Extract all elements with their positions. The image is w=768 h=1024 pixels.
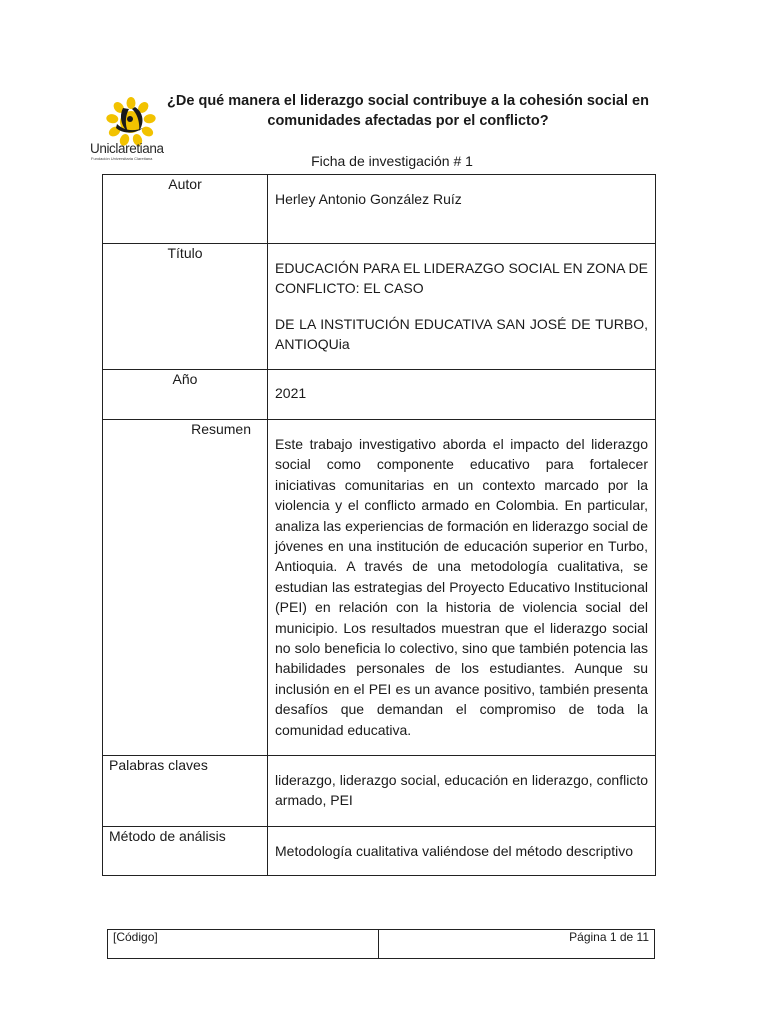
palabras-text: liderazgo, liderazgo social, educación en liderazgo, conflicto armado, PEI xyxy=(275,772,648,809)
value-titulo xyxy=(268,244,656,370)
value-metodo xyxy=(268,827,656,876)
logo-wordmark: Uniclaretiana xyxy=(90,141,164,156)
page-footer xyxy=(107,929,655,959)
label-resumen: Resumen xyxy=(103,420,268,756)
table-row-metodo xyxy=(103,827,656,876)
autor-text: Herley Antonio González Ruíz xyxy=(275,191,462,207)
research-sheet-table xyxy=(102,174,656,876)
anio-text: 2021 xyxy=(275,385,307,401)
logo-subtitle: Fundación Universitaria Claretiana xyxy=(91,156,153,161)
titulo-text-2: DE LA INSTITUCIÓN EDUCATIVA SAN JOSÉ DE TURBO, ANTIOQUia xyxy=(275,315,648,353)
value-anio xyxy=(268,370,656,420)
footer-page-number: Página 1 de 11 xyxy=(379,930,655,959)
metodo-text: Metodología cualitativa valiéndose del método descriptivo xyxy=(275,843,633,859)
label-palabras: Palabras claves xyxy=(103,756,268,827)
value-palabras xyxy=(268,756,656,827)
value-autor xyxy=(268,175,656,244)
table-row-autor xyxy=(103,175,656,244)
label-titulo: Título xyxy=(103,244,268,370)
value-resumen xyxy=(268,420,656,756)
table-row-palabras xyxy=(103,756,656,827)
ficha-subtitle: Ficha de investigación # 1 xyxy=(311,153,473,169)
table-row-titulo xyxy=(103,244,656,370)
document-title: ¿De qué manera el liderazgo social contribuye a la cohesión social en comunidades afectadas por el conflicto? xyxy=(167,93,649,129)
footer-code: [Código] xyxy=(108,930,379,959)
label-anio: Año xyxy=(103,370,268,420)
table-row-resumen xyxy=(103,420,656,756)
label-metodo: Método de análisis xyxy=(103,827,268,876)
table-row-anio xyxy=(103,370,656,420)
label-autor: Autor xyxy=(103,175,268,244)
resumen-text: Este trabajo investigativo aborda el impacto del liderazgo social como componente educativo para fortalecer iniciativas comunitarias en un contexto marcado por la violencia y el conflicto armado en Colombia. En particular, analiza las experiencias de formación en liderazgo social de jóvenes en una institución de educación superior en Turbo, Antioquia. A través de una metodología cualitativa, se estudian las estrategias del Proyecto Educativo Institucional (PEI) en relación con la historia de violencia social del municipio. Los resultados muestran que el liderazgo social no solo beneficia lo colectivo, sino que también potencia las habilidades personales de los estudiantes. Aunque su inclusión en el PEI es un avance positivo, también presenta desafíos que demandan el compromiso de toda la comunidad educativa. xyxy=(275,436,648,738)
titulo-text-1: EDUCACIÓN PARA EL LIDERAZGO SOCIAL EN ZONA DE CONFLICTO: EL CASO xyxy=(275,260,648,297)
